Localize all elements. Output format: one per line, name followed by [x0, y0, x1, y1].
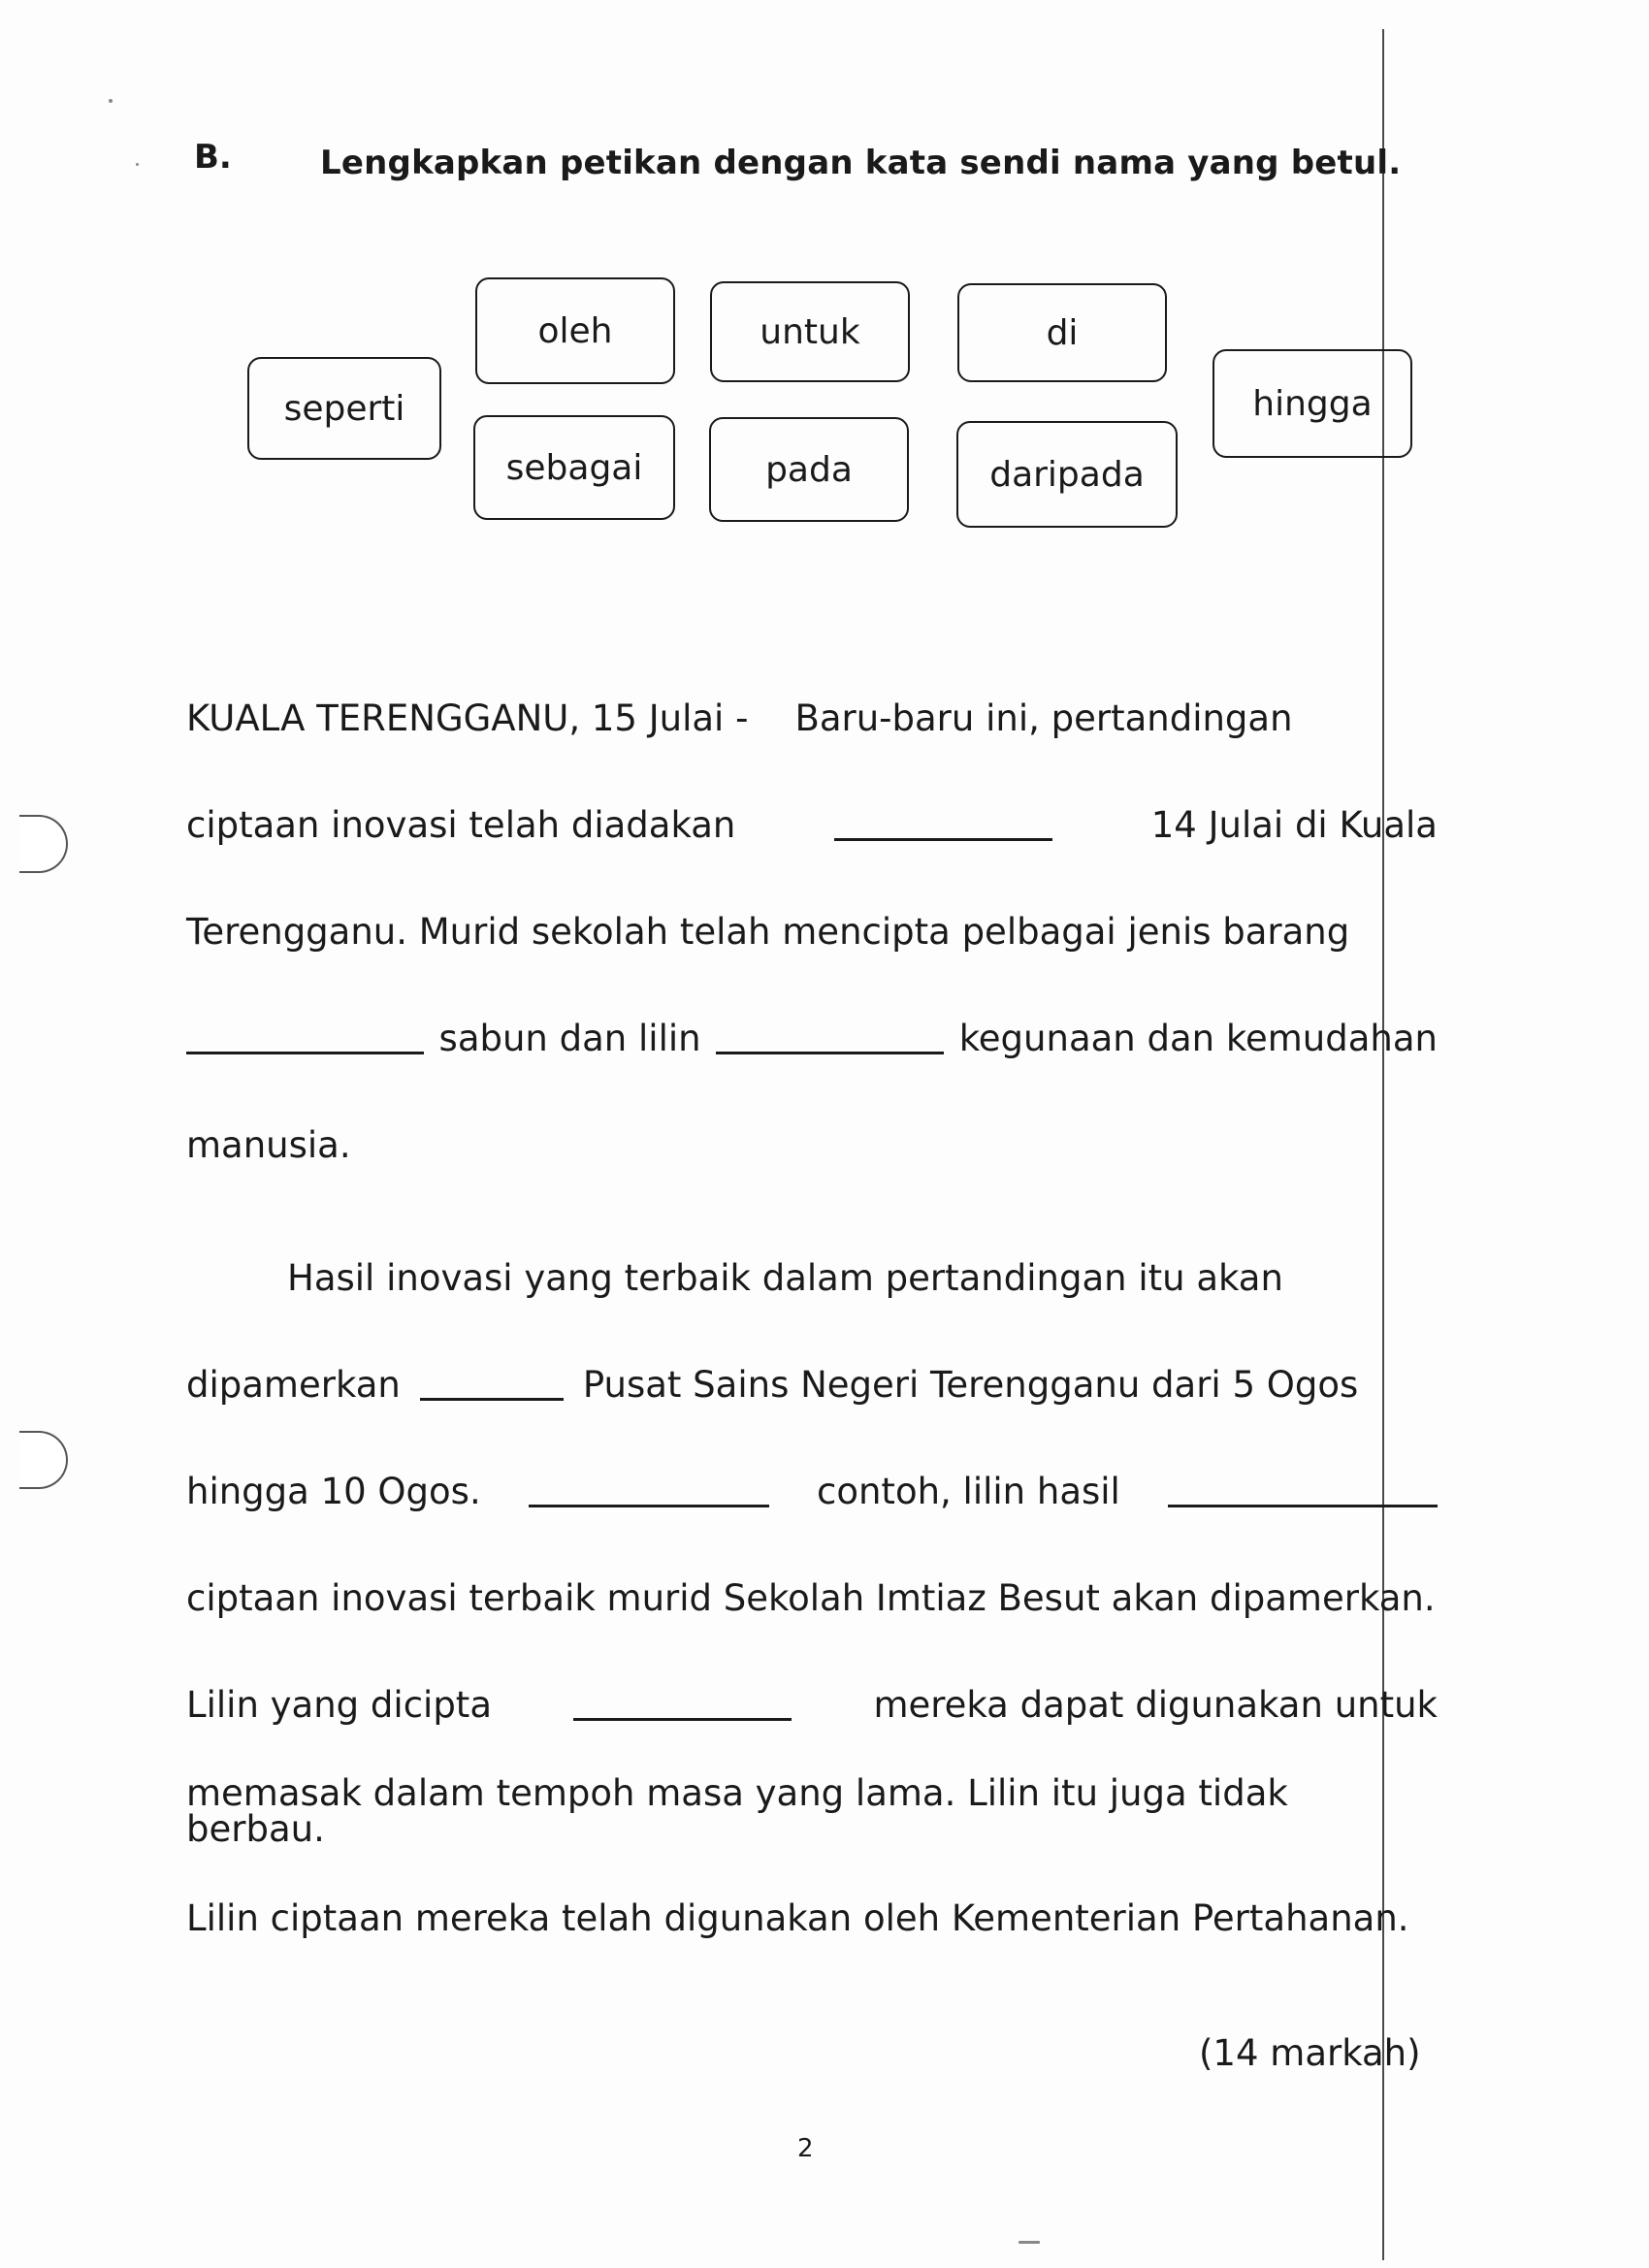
passage-text: hingga 10 Ogos.	[186, 1470, 481, 1512]
passage-text: mereka dapat digunakan untuk	[873, 1683, 1438, 1726]
scan-speck	[109, 99, 113, 103]
word-box-daripada: daripada	[956, 421, 1178, 528]
passage-line	[186, 1360, 1438, 1409]
punch-hole-bottom	[19, 1431, 68, 1489]
passage-line	[186, 907, 1438, 956]
word-box-di: di	[957, 283, 1167, 382]
instruction-text: Lengkapkan petikan dengan kata sendi nama yang betul.	[320, 144, 1402, 182]
passage-text: Pusat Sains Negeri Terengganu dari 5 Ogos	[582, 1363, 1359, 1406]
passage-line	[186, 1772, 1438, 1850]
answer-blank-4[interactable]	[420, 1369, 564, 1401]
answer-blank-5[interactable]	[529, 1475, 769, 1507]
word-box-hingga: hingga	[1212, 349, 1412, 458]
scan-speck	[1018, 2241, 1040, 2244]
passage-text: Baru-baru ini, pertandingan	[794, 697, 1293, 739]
answer-blank-7[interactable]	[573, 1689, 792, 1721]
passage-line	[186, 1014, 1438, 1062]
passage-text: ciptaan inovasi telah diadakan	[186, 803, 736, 846]
passage-text: KUALA TERENGGANU, 15 Julai -	[186, 697, 749, 739]
word-box-pada: pada	[709, 417, 909, 522]
passage-text: 14 Julai di Kuala	[1150, 803, 1438, 846]
passage-text: contoh, lilin hasil	[817, 1470, 1120, 1512]
passage-line	[186, 694, 1438, 742]
passage-line	[186, 1467, 1438, 1515]
passage-text: Terengganu. Murid sekolah telah mencipta pelbagai jenis barang	[186, 910, 1350, 953]
punch-hole-top	[19, 815, 68, 873]
word-box-untuk: untuk	[710, 281, 910, 382]
passage-text: memasak dalam tempoh masa yang lama. Lilin itu juga tidak berbau.	[186, 1772, 1288, 1850]
answer-blank-6[interactable]	[1168, 1475, 1438, 1507]
passage-line	[186, 1680, 1438, 1729]
answer-blank-3[interactable]	[716, 1022, 944, 1054]
marks-label: (14 markah)	[1199, 2032, 1421, 2074]
passage-line	[186, 1253, 1438, 1302]
passage-text: manusia.	[186, 1123, 351, 1166]
word-box-oleh: oleh	[475, 277, 675, 384]
passage-line	[186, 1573, 1438, 1622]
passage-text: kegunaan dan kemudahan	[958, 1017, 1438, 1059]
passage-text: dipamerkan	[186, 1363, 401, 1406]
passage-text: Hasil inovasi yang terbaik dalam pertandingan itu akan	[287, 1256, 1283, 1299]
page-number: 2	[797, 2134, 814, 2163]
scan-speck	[136, 163, 139, 166]
passage-line	[186, 1120, 1438, 1169]
answer-blank-1[interactable]	[834, 809, 1052, 841]
passage-line	[186, 800, 1438, 849]
passage-text: sabun dan lilin	[438, 1017, 701, 1059]
passage-text: ciptaan inovasi terbaik murid Sekolah Imtiaz Besut akan dipamerkan.	[186, 1576, 1436, 1619]
answer-blank-2[interactable]	[186, 1022, 424, 1054]
passage-line	[186, 1894, 1438, 1942]
section-label: B.	[194, 138, 232, 177]
word-box-sebagai: sebagai	[473, 415, 675, 520]
word-box-seperti: seperti	[247, 357, 441, 460]
passage-text: Lilin yang dicipta	[186, 1683, 492, 1726]
passage-text: Lilin ciptaan mereka telah digunakan oleh Kementerian Pertahanan.	[186, 1896, 1409, 1939]
